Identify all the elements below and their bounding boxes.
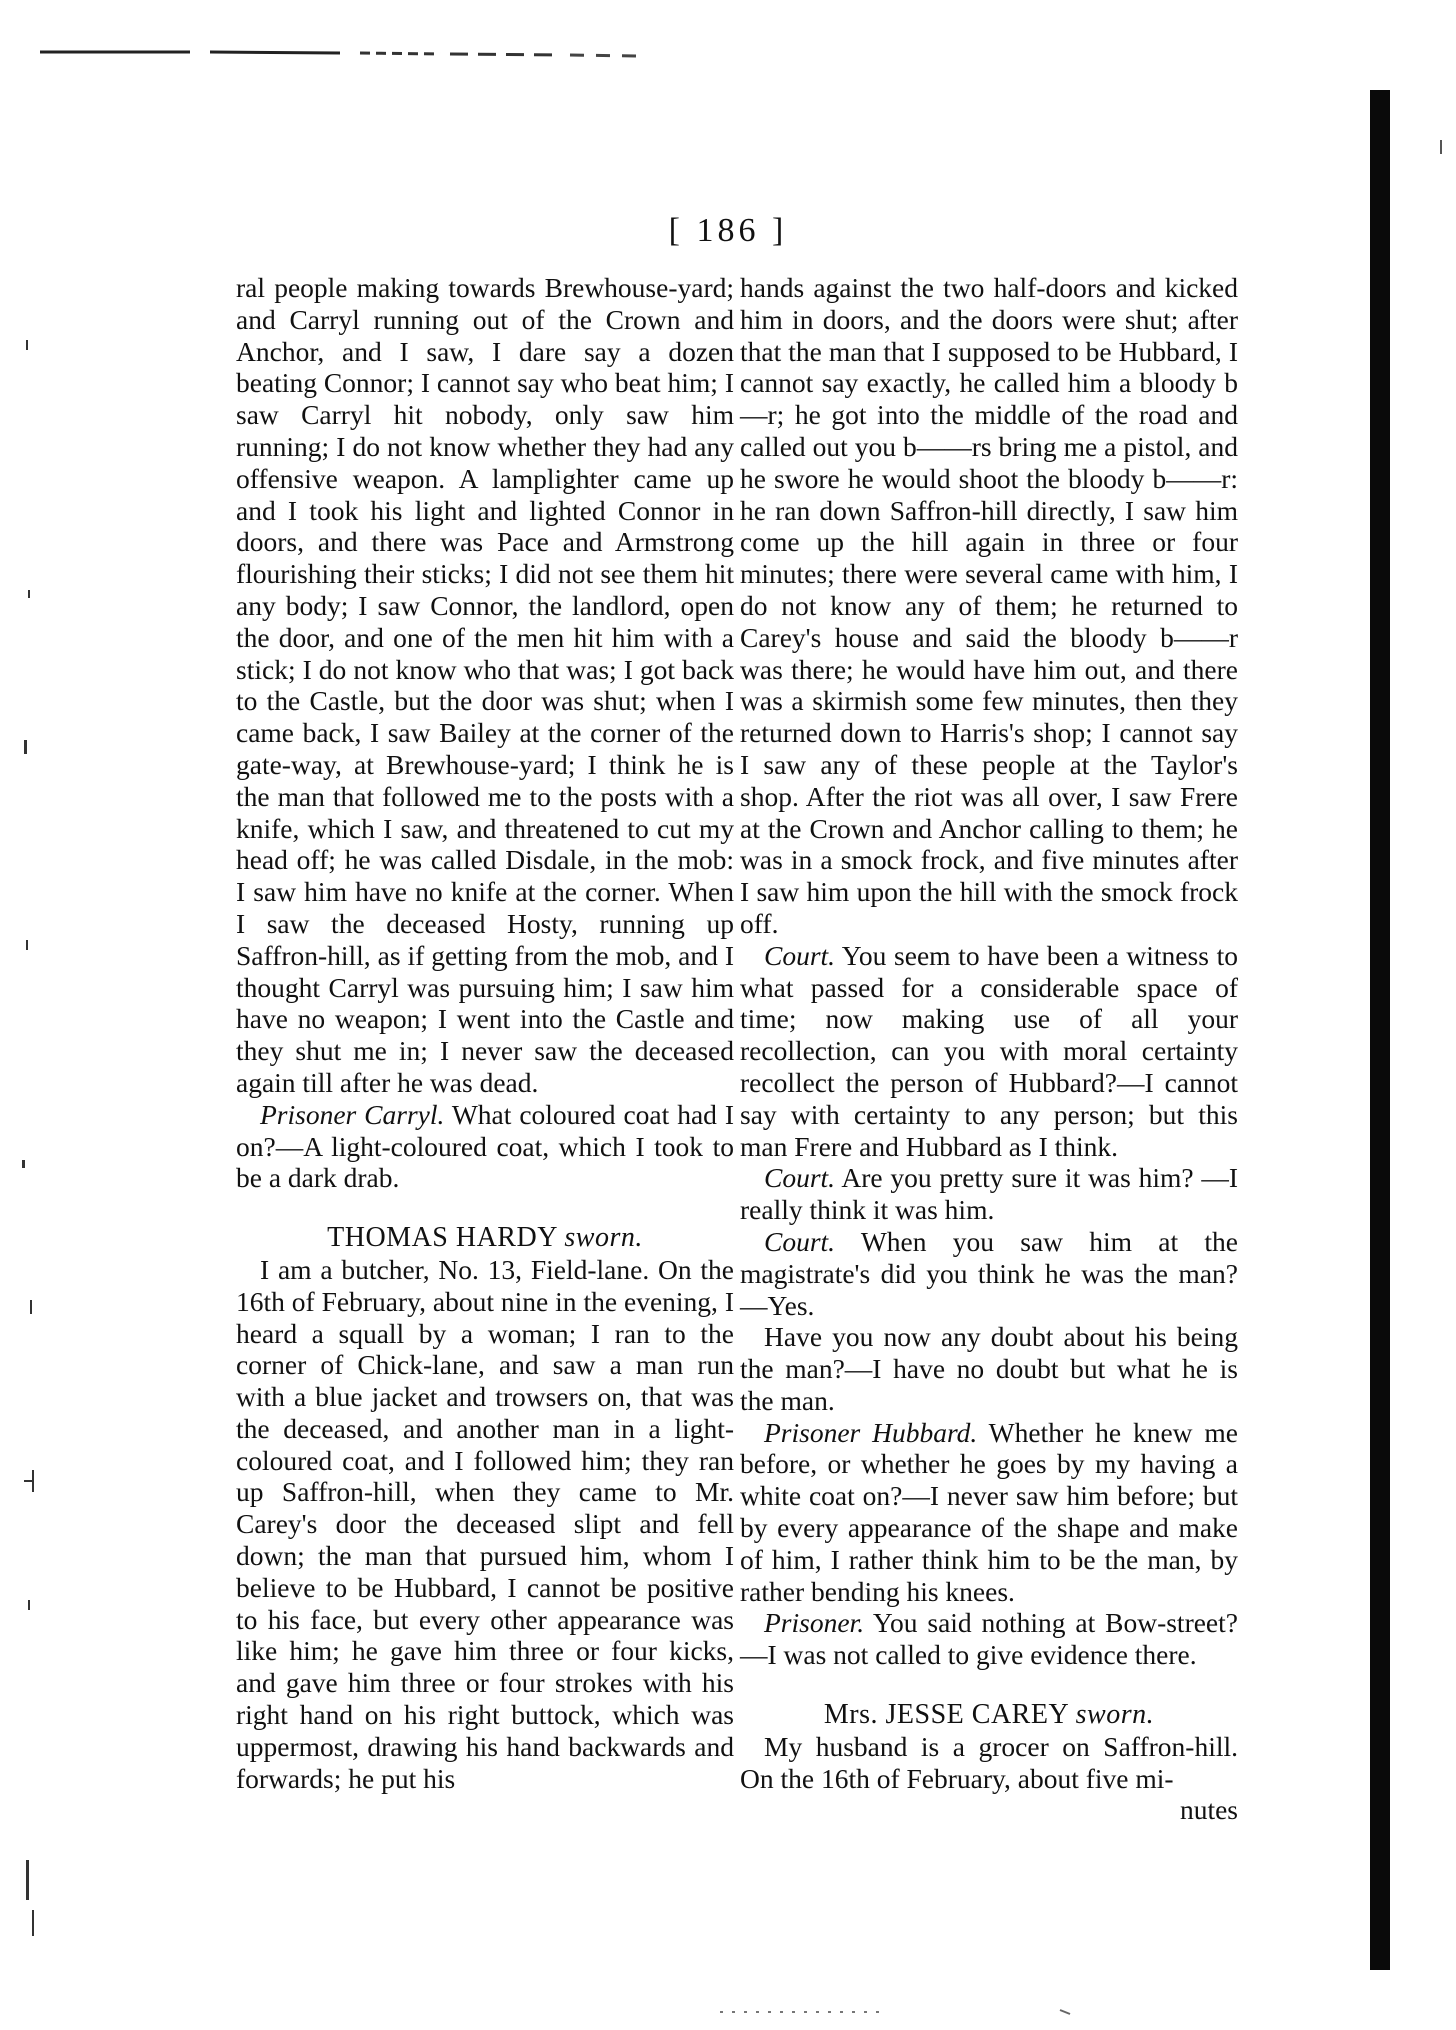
- question-text: Whether he knew me before, or whether he goes by my having a white coat on?—I never saw him before; but by every appearance of the shape and make of him, I rather think him to be the man, by rather bending his knees.: [740, 1416, 1238, 1607]
- witness-heading-hardy: [236, 1222, 734, 1254]
- speaker-label: Court.: [764, 939, 836, 971]
- left-edge-marks: [18, 300, 48, 1980]
- prisoner-carryl-question: [236, 1099, 734, 1194]
- edge-mark: [1440, 140, 1442, 154]
- catchword: nutes: [1179, 1794, 1238, 1826]
- carey-testimony: My husband is a grocer on Saffron-hill. On the 16th of February, about five mi-: [740, 1730, 1238, 1794]
- doubt-question: Have you now any doubt about his being the man?—I have no doubt but what he is the man.: [740, 1321, 1238, 1416]
- bottom-speckle: [720, 2008, 1140, 2016]
- court-question: [740, 1162, 1238, 1226]
- question-text: You said nothing at Bow-street?—I was not called to give evidence there.: [740, 1607, 1238, 1671]
- speaker-label: Prisoner.: [764, 1607, 865, 1639]
- witness-title: Mrs.: [823, 1699, 879, 1731]
- binding-shadow: [1370, 90, 1390, 1970]
- speaker-label: Court.: [764, 1162, 836, 1194]
- witness-name: THOMAS HARDY: [327, 1222, 557, 1254]
- paragraph: ral people making towards Brewhouse-yard; and Carryl running out of the Crown and Anchor, and I saw, I dare say a dozen beating Connor; I cannot say who beat him; I saw Carryl hit nobody, only saw him running; I do not know whether they had any offensive weapon. A lamplighter came up and I took his light and lighted Connor in doors, and there was Pace and Armstrong flourishing their sticks; I did not see them hit any body; I saw Connor, the landlord, open the door, and one of the men hit him with a stick; I do not know who that was; I got back to the Castle, but the door was shut; when I came back, I saw Bailey at the corner of the gate-way, at Brewhouse-yard; I think he is the man that followed me to the posts with a knife, which I saw, and threatened to cut my head off; he was called Disdale, in the mob: I saw him have no knife at the corner. When I saw the deceased Hosty, running up Saffron-hill, as if getting from the mob, and I thought Carryl was pursuing him; I saw him have no weapon; I went into the Castle and they shut me in; I never saw the deceased again till after he was dead.: [236, 272, 734, 1098]
- hardy-testimony: I am a butcher, No. 13, Field-lane. On the 16th of February, about nine in the evening, I heard a squall by a woman; I ran to the corner of Chick-lane, and saw a man run with a blue jacket and trowsers on, that was the deceased, and another man in a light-coloured coat, and I followed him; they ran up Saffron-hill, when they came to Mr. Carey's door the deceased slipt and fell down; the man that pursued him, whom I believe to be Hubbard, I cannot be positive to his face, but every other appearance was like him; he gave him three or four kicks, and gave him three or four strokes with his right hand on his right buttock, which was uppermost, drawing his hand backwards and forwards; he put his: [236, 1253, 734, 1794]
- page-number: [ 186 ]: [668, 212, 788, 249]
- court-question: [740, 1226, 1238, 1321]
- paragraph: hands against the two half-doors and kicked him in doors, and the doors were shut; after that the man that I supposed to be Hubbard, I cannot say exactly, he called him a bloody b—r; he got into the middle of the road and called out you b——rs bring me a pistol, and he swore he would shoot the bloody b——r: he ran down Saffron-hill directly, I saw him come up the hill again in three or four minutes; there were several came with him, I do not know any of them; he returned to Carey's house and said the bloody b——r was there; he would have him out, and there was a skirmish some few minutes, then they returned down to Harris's shop; I cannot say I saw any of these people at the Taylor's shop. After the riot was all over, I saw Frere at the Crown and Anchor calling to them; he was in a smock frock, and five minutes after I saw him upon the hill with the smock frock off.: [740, 272, 1238, 939]
- left-column: [236, 272, 734, 1794]
- witness-heading-carey: [740, 1699, 1238, 1731]
- witness-name: JESSE CAREY: [885, 1699, 1069, 1731]
- question-text: Are you pretty sure it was him? —I really think it was him.: [740, 1162, 1238, 1226]
- question-text: What coloured coat had I on?—A light-coloured coat, which I took to be a dark drab.: [236, 1098, 734, 1194]
- speaker-label: Prisoner Hubbard.: [764, 1416, 978, 1448]
- sworn-label: sworn.: [564, 1222, 643, 1254]
- prisoner-question: [740, 1607, 1238, 1671]
- speaker-label: Court.: [764, 1225, 836, 1257]
- speaker-label: Prisoner Carryl.: [260, 1098, 445, 1130]
- court-question: [740, 940, 1238, 1163]
- top-rule-artifact: [40, 48, 680, 78]
- prisoner-hubbard-question: [740, 1417, 1238, 1608]
- right-column: [740, 272, 1238, 1826]
- sworn-label: sworn.: [1075, 1699, 1155, 1731]
- question-text: When you saw him at the magistrate's did you think he was the man?—Yes.: [740, 1225, 1238, 1321]
- question-text: You seem to have been a witness to what passed for a considerable space of time; now making use of all your recollection, can you with moral certainty recollect the person of Hubbard?—I cannot say with certainty to any person; but this man Frere and Hubbard as I think.: [740, 939, 1238, 1162]
